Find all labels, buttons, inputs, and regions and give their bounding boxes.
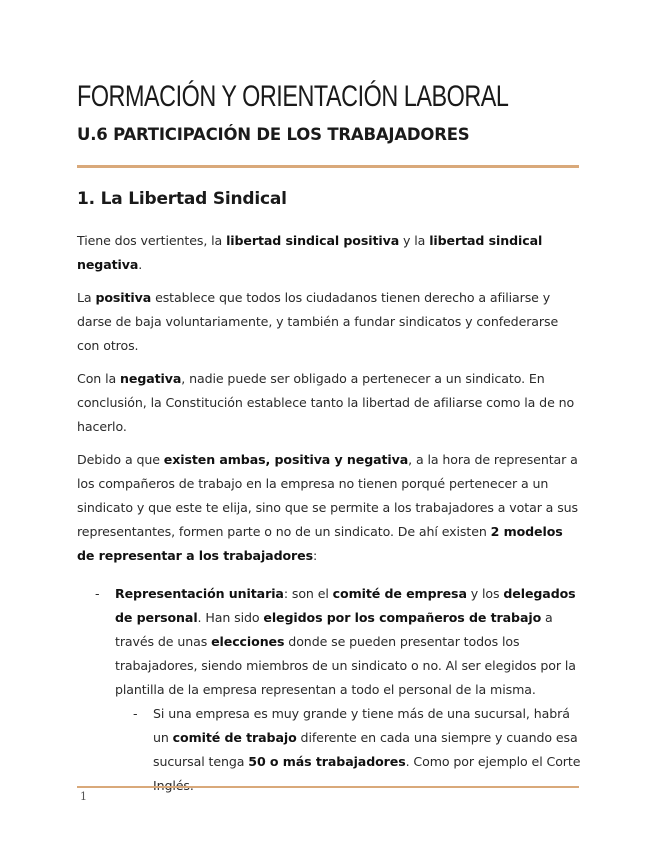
bold-text: elecciones <box>211 634 285 649</box>
text: , a la hora de representar a los compañeros de trabajo en la empresa no tienen porqué pertenecer a un sindicato y que este te elija, sino que se permite a los trabajadores a votar a sus representantes, formen parte o no de un sindicato. De ahí existen <box>77 452 579 539</box>
document-title: FORMACIÓN Y ORIENTACIÓN LABORAL <box>77 80 509 113</box>
text: establece que todos los ciudadanos tienen derecho a afiliarse y darse de baja voluntariamente, y también a fundar sindicatos y confederarse con otros. <box>77 290 559 353</box>
paragraph-4 <box>77 448 582 568</box>
bold-text: 50 o más trabajadores <box>248 754 406 769</box>
bold-text: libertad sindical negativa <box>77 233 543 272</box>
nested-list-item <box>115 702 582 798</box>
section-heading: 1. La Libertad Sindical <box>77 189 287 209</box>
text: Si una empresa es muy grande y tiene más de una sucursal, habrá un <box>153 706 570 745</box>
page-number: 1 <box>80 790 87 803</box>
bold-text: Representación unitaria <box>115 586 284 601</box>
paragraph-2 <box>77 286 582 358</box>
bold-text: positiva <box>95 290 152 305</box>
text: , nadie puede ser obligado a pertenecer a un sindicato. En conclusión, la Constitución establece tanto la libertad de afiliarse como la de no hacerlo. <box>77 371 575 434</box>
text: . Han sido <box>197 610 264 625</box>
text: . <box>138 257 143 272</box>
text: a través de unas <box>115 610 553 649</box>
list-dash: - <box>133 706 138 721</box>
bold-text: comité de trabajo <box>172 730 297 745</box>
bold-text: elegidos por los compañeros de trabajo <box>263 610 542 625</box>
text: y los <box>466 586 504 601</box>
bold-text: delegados de personal <box>115 586 576 625</box>
bold-text: 2 modelos de representar a los trabajadores <box>77 524 563 563</box>
unit-subtitle: U.6 PARTICIPACIÓN DE LOS TRABAJADORES <box>77 125 470 144</box>
bullet-list <box>77 582 582 798</box>
nested-list <box>115 702 582 798</box>
list-item <box>77 582 582 798</box>
list-dash: - <box>95 586 100 601</box>
footer-divider <box>77 786 579 788</box>
document-body <box>77 229 582 798</box>
header-divider <box>77 165 579 168</box>
text: Debido a que <box>77 452 164 467</box>
bold-text: libertad sindical positiva <box>226 233 400 248</box>
text: diferente en cada una siempre y cuando esa sucursal tenga <box>153 730 578 769</box>
text: : <box>312 548 318 563</box>
text: . Como por ejemplo el Corte <box>405 754 581 769</box>
text: Con la <box>77 371 121 386</box>
bold-text: negativa <box>120 371 182 386</box>
text: : son el <box>283 586 333 601</box>
text: y la <box>399 233 430 248</box>
paragraph-1 <box>77 229 582 277</box>
text: La <box>77 290 96 305</box>
text: Tiene dos vertientes, la <box>77 233 227 248</box>
paragraph-3 <box>77 367 582 439</box>
bold-text: existen ambas, positiva y negativa <box>163 452 409 467</box>
bold-text: comité de empresa <box>332 586 467 601</box>
text: donde se pueden presentar todos los trabajadores, siendo miembros de un sindicato o no. Al ser elegidos por la plantilla de la empresa representan a todo el personal de la misma. <box>115 634 576 697</box>
